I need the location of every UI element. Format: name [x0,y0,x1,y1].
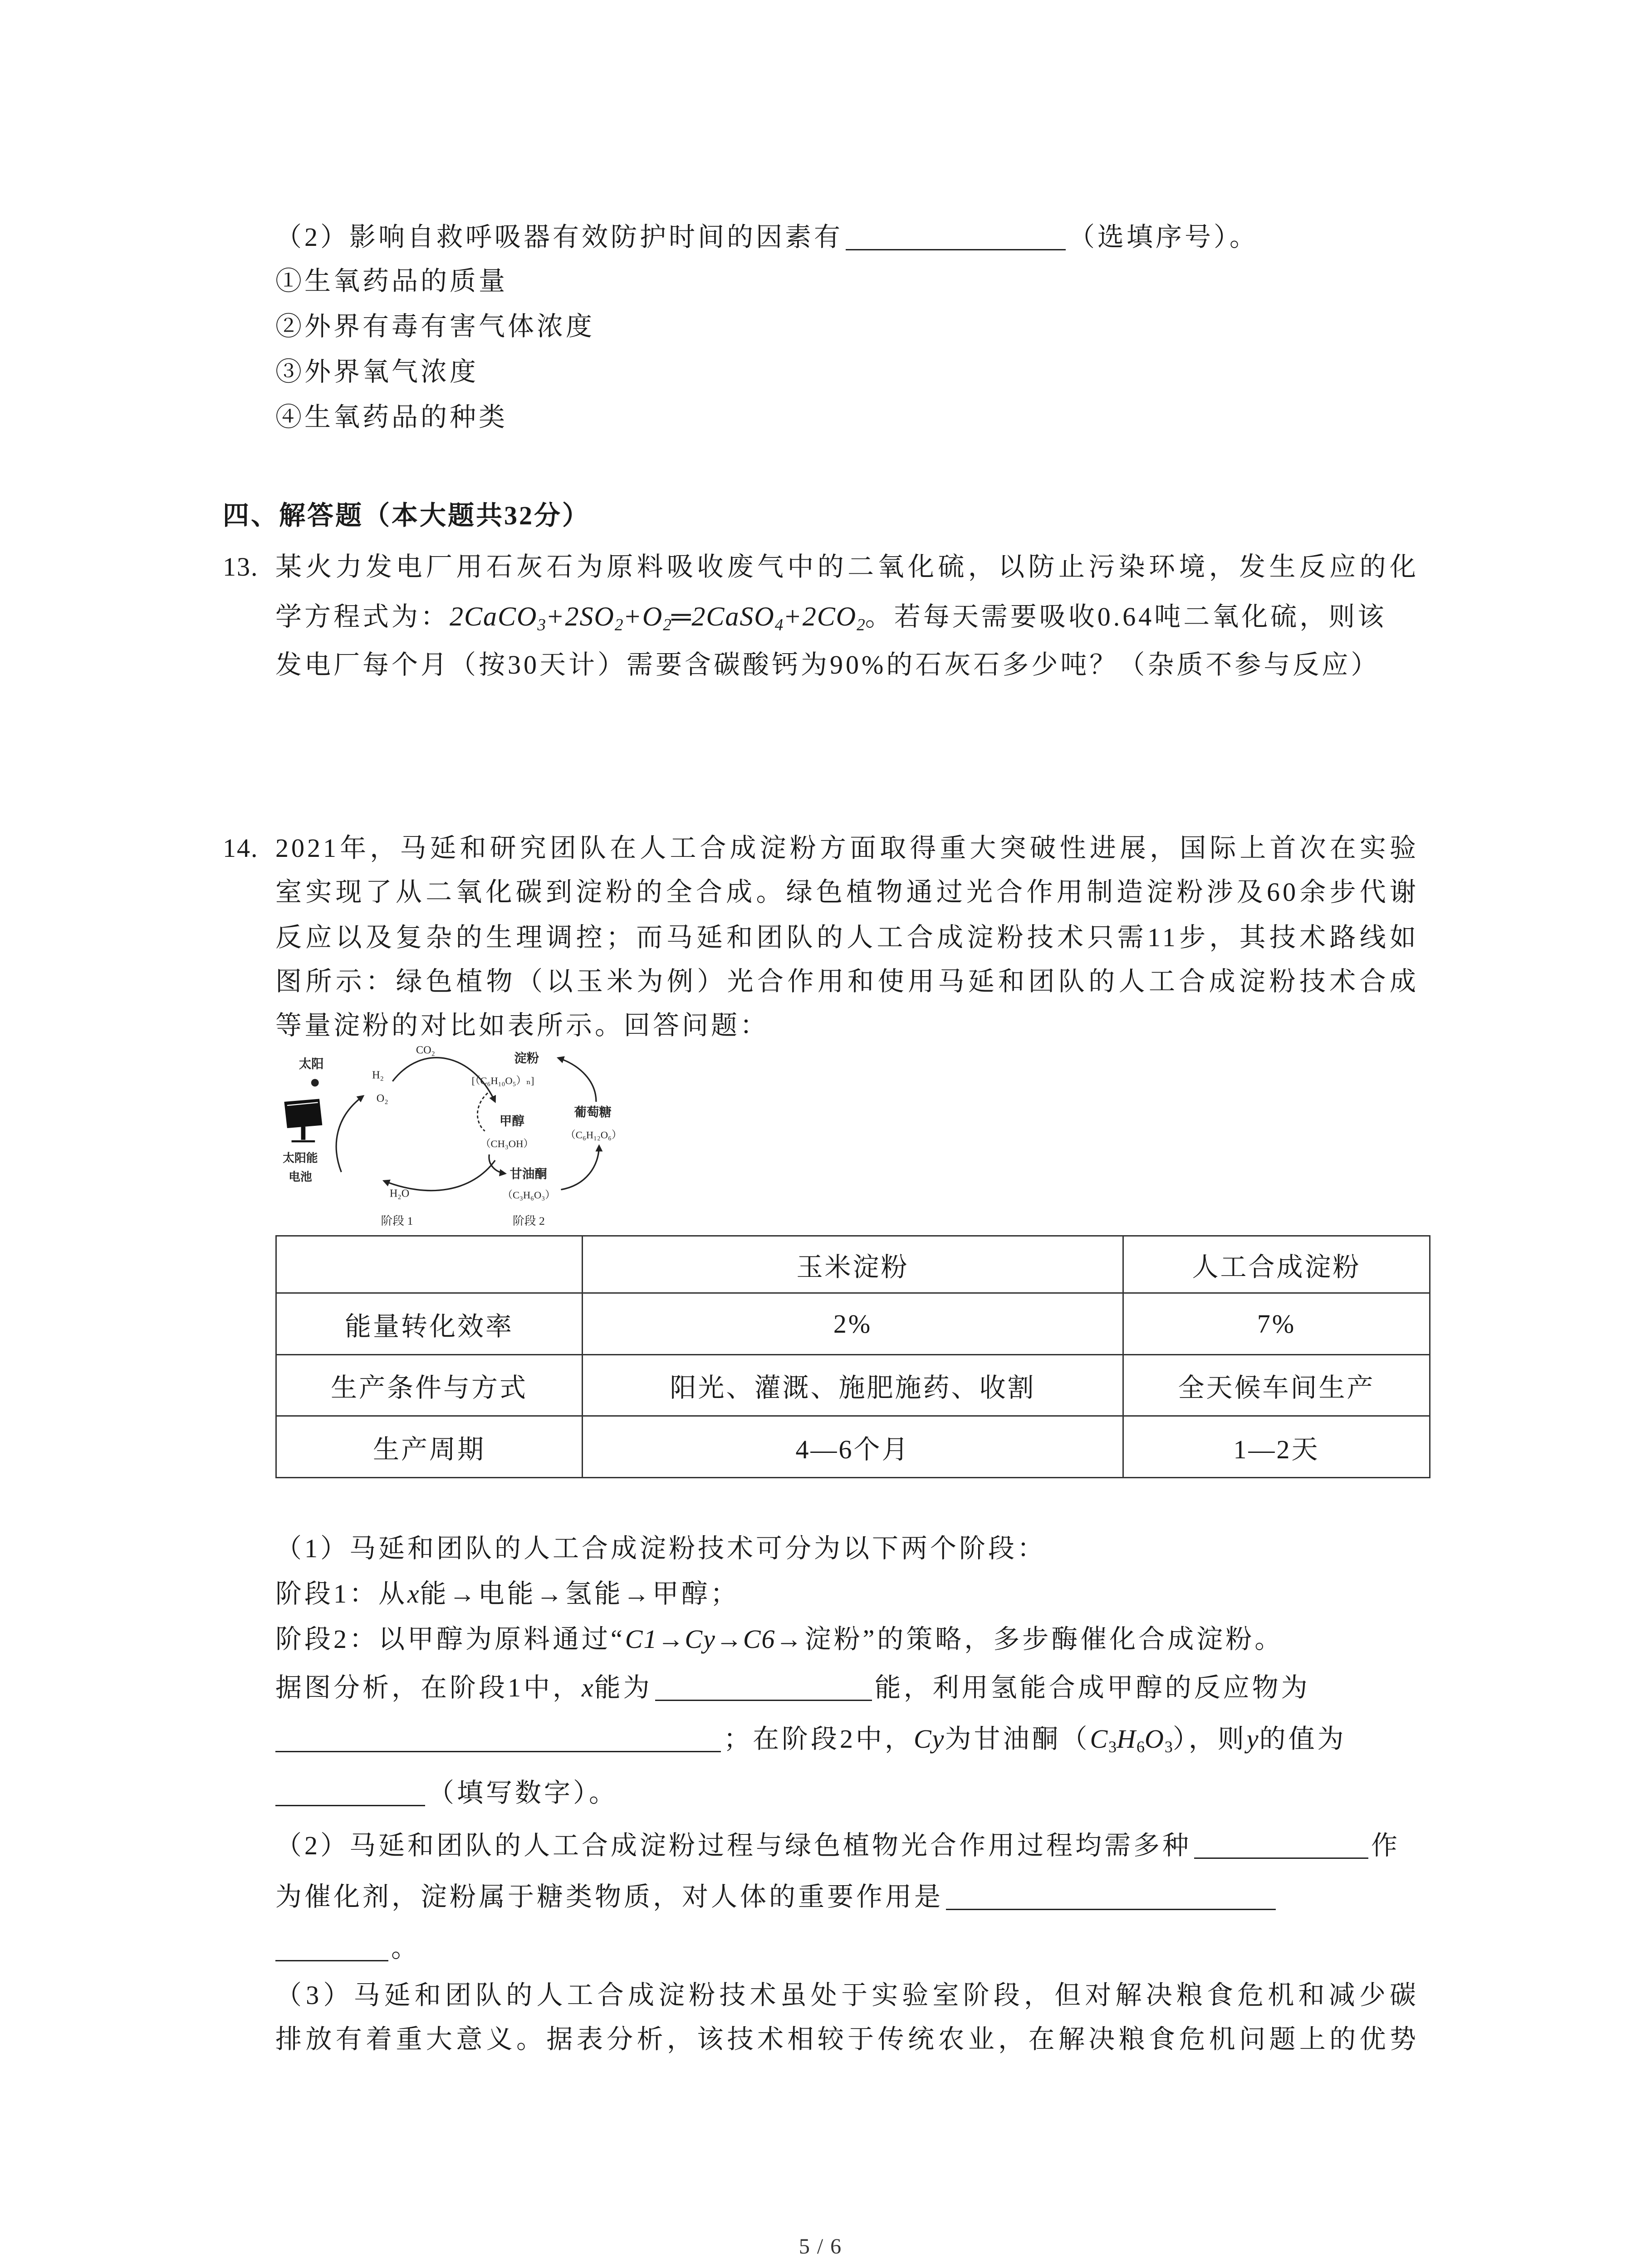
eq-part: +2SO [545,601,615,631]
answer-blank [275,1728,721,1752]
text-segment: 。 [391,1933,421,1963]
eq-subscript: 4 [774,616,784,635]
text-segment: 能→电能→氢能→甲醇； [420,1579,740,1608]
text-segment: 阶段1：从 [275,1579,408,1608]
co2-label: CO₂ [416,1044,435,1056]
q14-intro-line-2: 室实现了从二氧化碳到淀粉的全合成。绿色植物通过光合作用制造淀粉涉及60余步代谢 [275,877,1419,907]
text-segment: 能，利用氢能合成甲醇的反应物为 [874,1673,1310,1702]
formula-part: O [1145,1724,1165,1754]
solar-panel-icon [284,1099,322,1141]
methanol-label: 甲醇 [499,1114,524,1128]
stage-1-label: 阶段 1 [381,1214,413,1228]
text-segment: （2）马延和团队的人工合成淀粉过程与绿色植物光合作用过程均需多种 [275,1831,1192,1860]
text-segment: 据图分析，在阶段1中， [275,1673,582,1702]
table-cell: 全天候车间生产 [1123,1355,1430,1416]
answer-blank [275,1782,425,1806]
q14-part3-line-1: （3）马延和团队的人工合成淀粉技术虽处于实验室阶段，但对解决粮食危机和减少碳 [275,1980,1419,2010]
eq-part: +O [623,601,663,631]
glucose-label: 葡萄糖 [574,1105,612,1119]
q14-intro-line-4: 图所示：绿色植物（以玉米为例）光合作用和使用马延和团队的人工合成淀粉技术合成 [275,967,1419,996]
text-segment: 阶段2：以甲醇为原料通过“ [275,1624,625,1654]
text-segment: 能为 [594,1673,652,1702]
q14-intro-line-1: 2021年，马延和研究团队在人工合成淀粉方面取得重大突破性进展，国际上首次在实验 [275,833,1419,863]
q13-line-2-lead: 学方程式为： [275,602,450,631]
option-1: ①生氧药品的质量 [275,266,508,296]
table-cell: 能量转化效率 [276,1293,583,1355]
hydrogen-label: H₂ [372,1069,384,1081]
eq-subscript: 3 [537,616,546,635]
technical-route-diagram [275,1031,647,1231]
answer-blank [655,1677,872,1701]
variable-x: x [407,1579,420,1608]
eq-subscript: 2 [663,616,671,635]
carbon-strategy: C1→Cy→C6 [625,1624,776,1654]
arrow-glucose-to-starch [558,1058,596,1102]
formula-part: H [1117,1724,1137,1754]
q14-part2-line-3 [275,1932,420,1965]
table-row [276,1355,1430,1416]
q12-part2-prompt: （2）影响自救呼吸器有效防护时间的因素有 [275,222,843,252]
solar-cell-label-2: 电池 [289,1170,312,1184]
table-header-cell: 玉米淀粉 [583,1236,1123,1293]
formula-subscript: 3 [1164,1738,1173,1756]
formula-subscript: 6 [1136,1738,1145,1756]
q12-part2-suffix: （选填序号）。 [1068,222,1259,252]
dashed-arc [477,1093,488,1131]
comparison-table [275,1235,1430,1478]
chemical-equation [450,601,865,635]
table-cell: 1—2天 [1123,1416,1430,1478]
starch-formula: [（C₆H₁₀O₅）ₙ] [471,1075,534,1087]
table-cell: 生产周期 [276,1416,583,1478]
text-segment: 作 [1371,1831,1401,1860]
text-segment: →淀粉”的策略，多步酶催化合成淀粉。 [775,1624,1284,1654]
q14-part1-line-6 [275,1777,618,1809]
q13-line-2-tail: 。若每天需要吸收0.64吨二氧化硫，则该 [865,602,1387,631]
arrow-to-water [384,1160,495,1191]
q14-part1-line-5 [275,1723,1347,1755]
methanol-formula: （CH₃OH） [480,1138,534,1150]
q14-part2-line-1 [275,1829,1400,1862]
eq-part: ═2CaSO [671,601,775,631]
arrow-solar-to-hydrogen [336,1096,363,1172]
answer-blank [846,226,1066,250]
q12-part2-line [275,221,1259,254]
option-3: ③外界氧气浓度 [275,357,479,386]
q13-line-1: 某火力发电厂用石灰石为原料吸收废气中的二氧化硫，以防止污染环境，发生反应的化 [275,552,1419,582]
table-header-cell: 人工合成淀粉 [1123,1236,1430,1293]
answer-blank [946,1886,1276,1910]
table-cell: 2% [583,1293,1123,1355]
section-title: 四、解答题（本大题共32分） [223,501,591,530]
q14-intro-line-5: 等量淀粉的对比如表所示。回答问题： [275,1011,769,1040]
q14-part1-line-3 [275,1623,1283,1656]
oxygen-label: O₂ [376,1092,388,1105]
table-row [276,1293,1430,1355]
stage-2-label: 阶段 2 [512,1214,545,1228]
arrow-dha-to-glucose [561,1146,599,1190]
option-2: ②外界有毒有害气体浓度 [275,312,595,341]
sun-label: 太阳 [299,1057,324,1071]
text-segment: 为催化剂，淀粉属于糖类物质，对人体的重要作用是 [275,1882,944,1911]
table-cell: 生产条件与方式 [276,1355,583,1416]
text-segment: 的值为 [1259,1724,1347,1754]
q13-line-3: 发电厂每个月（按30天计）需要含碳酸钙为90%的石灰石多少吨？（杂质不参与反应） [275,650,1380,679]
eq-subscript: 2 [614,616,623,635]
variable-cy: Cy [914,1724,945,1754]
text-segment: （填写数字）。 [428,1778,618,1808]
answer-blank [275,1937,388,1961]
solar-cell-label-1: 太阳能 [283,1151,318,1165]
text-segment: 为甘油酮（ [945,1724,1090,1754]
table-cell: 7% [1123,1293,1430,1355]
sun-icon [311,1079,319,1087]
formula-subscript: 3 [1108,1738,1117,1756]
table-header-row [276,1236,1430,1293]
q14-part1-line-1: （1）马延和团队的人工合成淀粉技术可分为以下两个阶段： [275,1534,1047,1563]
table-cell: 4—6个月 [583,1416,1123,1478]
answer-blank [1194,1835,1368,1859]
q14-part1-line-4 [275,1672,1310,1704]
water-label: H₂O [389,1187,410,1200]
variable-x: x [582,1673,594,1702]
table-header-cell [276,1236,583,1293]
eq-part: 2CaCO [450,601,538,631]
q14-number: 14. [223,833,259,863]
q14-part1-line-2 [275,1578,740,1610]
text-segment: ），则 [1172,1724,1247,1754]
glucose-formula: （C₆H₁₂O₆） [565,1129,622,1141]
eq-subscript: 2 [857,616,865,635]
q14-part3-line-2: 排放有着重大意义。据表分析，该技术相较于传统农业，在解决粮食危机问题上的优势 [275,2024,1419,2054]
formula-part: C [1090,1724,1109,1754]
starch-label: 淀粉 [514,1051,539,1065]
page-number: 5 / 6 [798,2234,843,2258]
q13-line-2 [275,600,1386,633]
table-row [276,1416,1430,1478]
dha-formula: （C₃H₆O₃） [502,1189,555,1201]
q14-part2-line-2 [275,1881,1279,1913]
eq-part: +2CO [783,601,857,631]
q13-number: 13. [223,552,259,582]
table-cell: 阳光、灌溉、施肥施药、收割 [583,1355,1123,1416]
dha-label: 甘油酮 [509,1167,547,1181]
text-segment: ；在阶段2中， [724,1724,914,1754]
q14-intro-line-3: 反应以及复杂的生理调控；而马延和团队的人工合成淀粉技术只需11步，其技术路线如 [275,923,1419,952]
option-4: ④生氧药品的种类 [275,402,508,432]
variable-y: y [1246,1724,1259,1754]
